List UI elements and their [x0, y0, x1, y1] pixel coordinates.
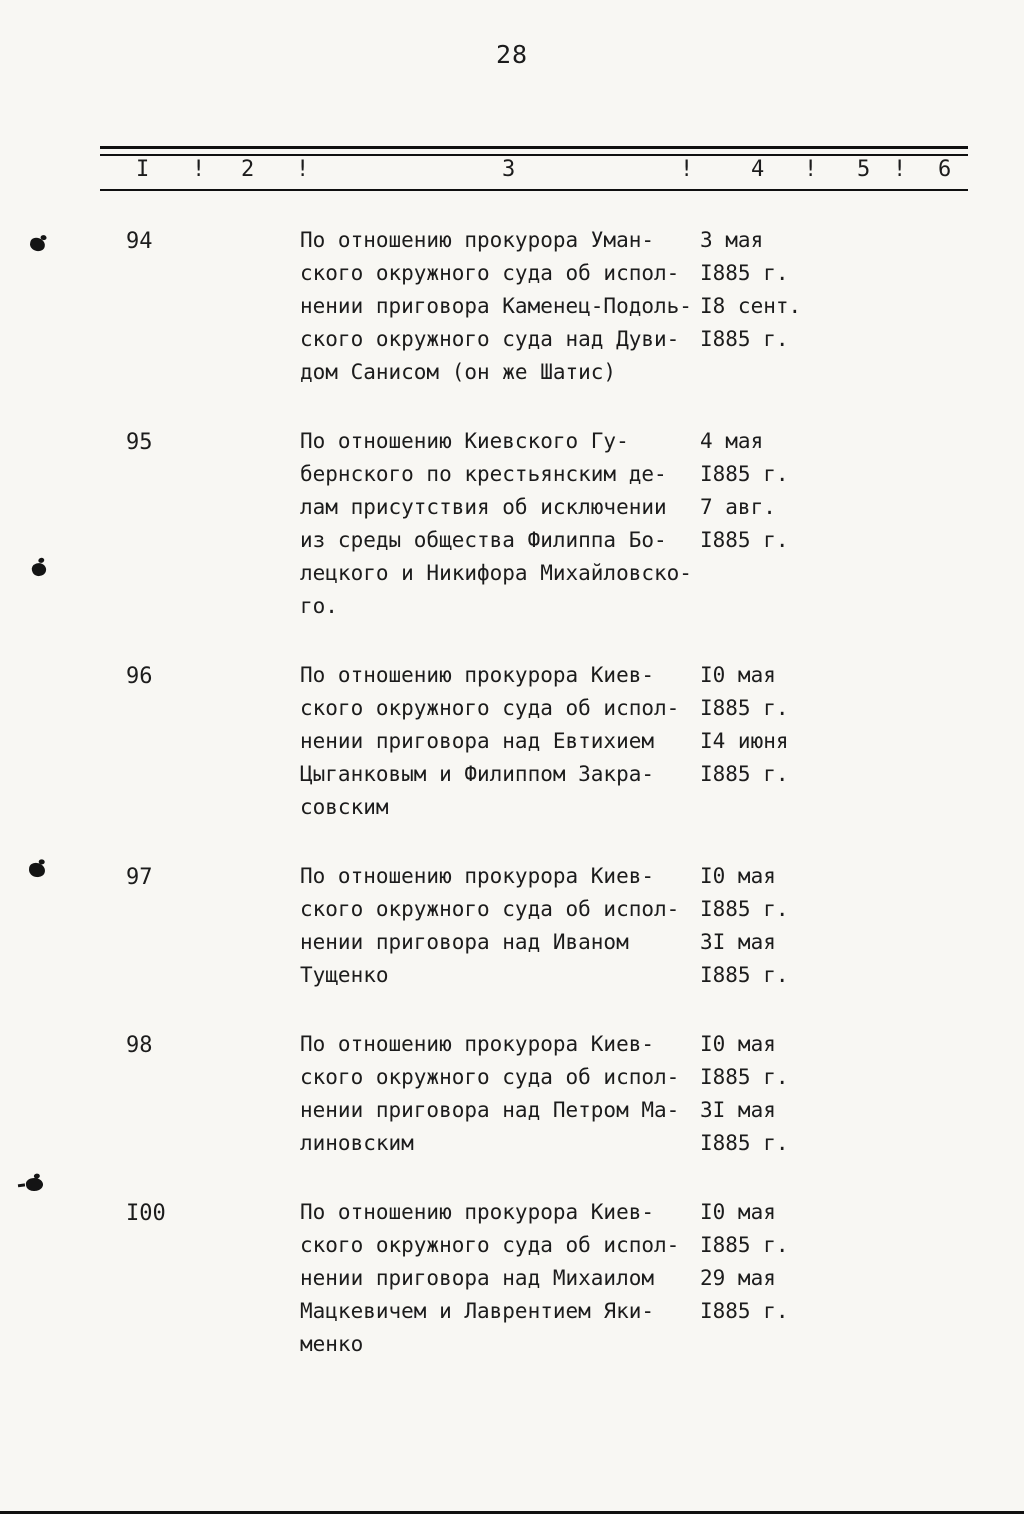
entry-number: 98	[126, 1033, 153, 1058]
entry-date-text: 3I мая	[700, 1098, 776, 1122]
register-entry	[0, 659, 1024, 824]
entry-description-text: По отношению прокурора Уман-	[300, 228, 655, 252]
entry-line	[300, 1262, 1024, 1295]
entry-lines	[300, 1196, 1024, 1361]
entry-date-text: I885 г.	[700, 1233, 789, 1257]
entry-description-text: Цыганковым и Филиппом Закра-	[300, 762, 655, 786]
entry-description-text: нении приговора Каменец-Подоль-	[300, 294, 692, 318]
entry-description-text: дом Санисом (он же Шатис)	[300, 360, 617, 384]
column-header-3: 3	[502, 157, 516, 182]
entry-number: 97	[126, 865, 153, 890]
entry-description-text: линовским	[300, 1131, 414, 1155]
entry-line	[300, 1061, 1024, 1094]
entry-description-text: нении приговора над Евтихием	[300, 729, 655, 753]
entry-date-text: I885 г.	[700, 963, 789, 987]
entry-number: 95	[126, 430, 153, 455]
entry-description-text: лецкого и Никифора Михайловско-	[300, 561, 692, 585]
entry-description-text: ского окружного суда об испол-	[300, 696, 680, 720]
entry-date-text: I885 г.	[700, 696, 789, 720]
entry-date-text: I885 г.	[700, 1131, 789, 1155]
entry-description-text: бернского по крестьянским де-	[300, 462, 667, 486]
entry-line	[300, 323, 1024, 356]
entry-description-text: Мацкевичем и Лаврентием Яки-	[300, 1299, 655, 1323]
register-entry	[0, 860, 1024, 992]
entry-description-text: По отношению прокурора Киев-	[300, 1200, 655, 1224]
column-separator: !	[804, 157, 818, 182]
entry-date-text: I4 июня	[700, 729, 789, 753]
entry-lines	[300, 659, 1024, 824]
entry-description-text: нении приговора над Иваном	[300, 930, 629, 954]
entry-line	[300, 1127, 1024, 1160]
entry-description-text: го.	[300, 594, 338, 618]
register-entry	[0, 1028, 1024, 1160]
entry-description-text: ского окружного суда об испол-	[300, 1233, 680, 1257]
column-header-6: 6	[938, 157, 952, 182]
entry-description-text: ского окружного суда об испол-	[300, 897, 680, 921]
entry-description-text: совским	[300, 795, 389, 819]
entry-line	[300, 893, 1024, 926]
column-separator: !	[893, 157, 907, 182]
entry-line	[300, 590, 1024, 623]
entry-line	[300, 692, 1024, 725]
entry-line	[300, 926, 1024, 959]
table-header-bottom-rule	[100, 189, 968, 191]
entry-line	[300, 356, 1024, 389]
table-top-double-rule	[100, 146, 968, 156]
entry-line	[300, 491, 1024, 524]
entry-line	[300, 557, 1024, 590]
entry-date-text: I0 мая	[700, 864, 776, 888]
entry-number: I00	[126, 1201, 166, 1226]
entry-date-text: I885 г.	[700, 462, 789, 486]
entry-date-text: 3I мая	[700, 930, 776, 954]
entry-date-text: I0 мая	[700, 663, 776, 687]
entry-date-text: I885 г.	[700, 327, 789, 351]
table-header-row	[0, 157, 1024, 187]
entry-date-text: 7 авг.	[700, 495, 776, 519]
page-number: 28	[495, 40, 529, 69]
entry-description-text: ского окружного суда об испол-	[300, 261, 680, 285]
entry-date-text: 29 мая	[700, 1266, 776, 1290]
entry-line	[300, 758, 1024, 791]
entry-line	[300, 659, 1024, 692]
entry-date-text: I885 г.	[700, 762, 789, 786]
column-separator: !	[680, 157, 694, 182]
entry-description-text: менко	[300, 1332, 364, 1356]
entry-description-text: По отношению прокурора Киев-	[300, 663, 655, 687]
entry-line	[300, 1328, 1024, 1361]
entry-line	[300, 1028, 1024, 1061]
entry-date-text: I885 г.	[700, 1065, 789, 1089]
entry-line	[300, 290, 1024, 323]
entry-date-text: I885 г.	[700, 528, 789, 552]
entry-lines	[300, 224, 1024, 389]
entry-line	[300, 458, 1024, 491]
entry-description-text: ского окружного суда над Дуви-	[300, 327, 680, 351]
entry-date-text: I0 мая	[700, 1032, 776, 1056]
entry-line	[300, 1295, 1024, 1328]
entry-description-text: По отношению Киевского Гу-	[300, 429, 629, 453]
entry-line	[300, 224, 1024, 257]
entry-description-text: По отношению прокурора Киев-	[300, 864, 655, 888]
column-separator: !	[296, 157, 310, 182]
entry-line	[300, 959, 1024, 992]
column-header-4: 4	[751, 157, 765, 182]
entry-line	[300, 860, 1024, 893]
entry-line	[300, 725, 1024, 758]
entry-line	[300, 1229, 1024, 1262]
entry-description-text: лам присутствия об исключении	[300, 495, 667, 519]
entry-description-text: ского окружного суда об испол-	[300, 1065, 680, 1089]
entry-description-text: Тущенко	[300, 963, 389, 987]
entry-line	[300, 1196, 1024, 1229]
column-separator: !	[192, 157, 206, 182]
entry-date-text: I0 мая	[700, 1200, 776, 1224]
entry-line	[300, 257, 1024, 290]
entry-line	[300, 524, 1024, 557]
entry-description-text: из среды общества Филиппа Бо-	[300, 528, 667, 552]
entry-date-text: I885 г.	[700, 1299, 789, 1323]
register-entry	[0, 224, 1024, 389]
entry-description-text: По отношению прокурора Киев-	[300, 1032, 655, 1056]
register-entry	[0, 1196, 1024, 1361]
entry-line	[300, 425, 1024, 458]
entry-date-text: 4 мая	[700, 429, 764, 453]
entry-number: 94	[126, 229, 153, 254]
entry-date-text: I8 сент.	[700, 294, 802, 318]
register-entry	[0, 425, 1024, 623]
entry-description-text: нении приговора над Михаилом	[300, 1266, 655, 1290]
entry-date-text: 3 мая	[700, 228, 764, 252]
column-header-2: 2	[241, 157, 255, 182]
entry-line	[300, 1094, 1024, 1127]
entry-line	[300, 791, 1024, 824]
entry-date-text: I885 г.	[700, 261, 789, 285]
entry-date-text: I885 г.	[700, 897, 789, 921]
entry-lines	[300, 425, 1024, 623]
entry-lines	[300, 860, 1024, 992]
entries	[0, 224, 1024, 1397]
entry-lines	[300, 1028, 1024, 1160]
entry-number: 96	[126, 664, 153, 689]
column-header-5: 5	[857, 157, 871, 182]
entry-description-text: нении приговора над Петром Ма-	[300, 1098, 680, 1122]
column-header-1: I	[136, 157, 150, 182]
